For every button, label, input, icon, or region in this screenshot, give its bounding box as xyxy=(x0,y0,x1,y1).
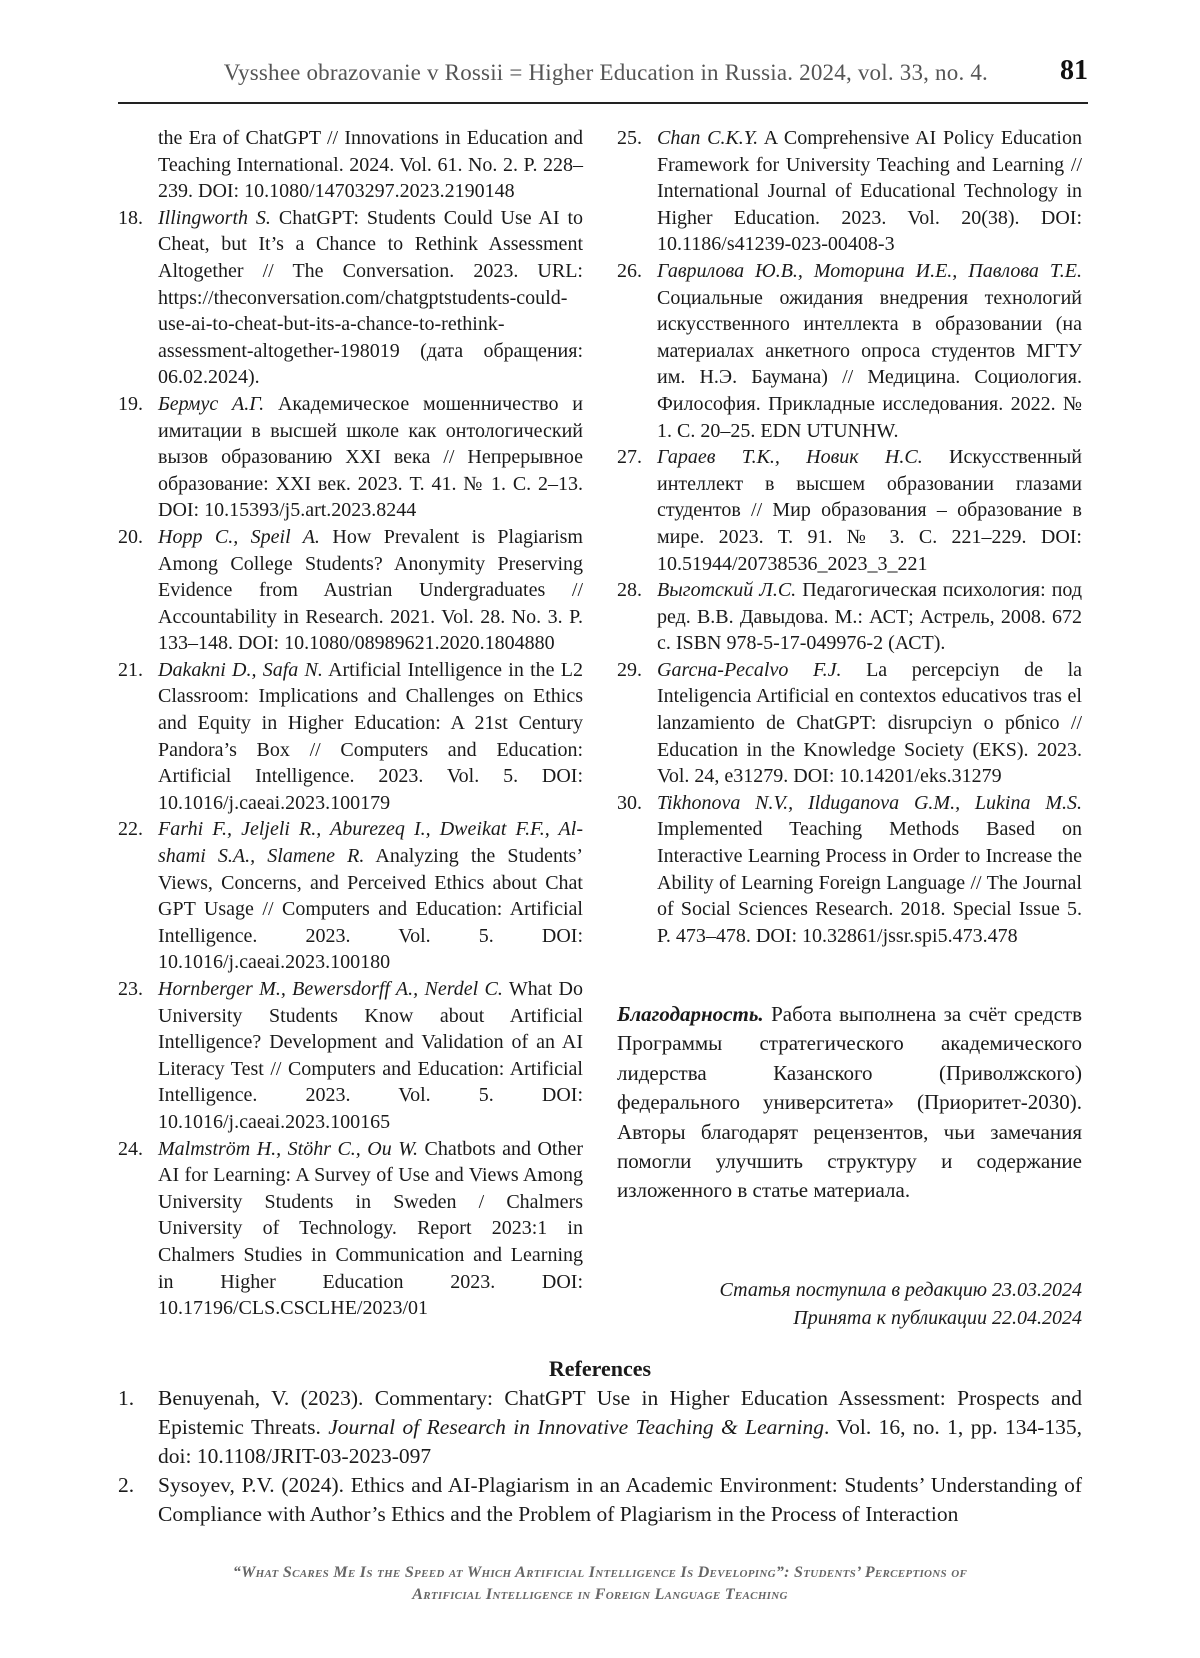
footer-title-line1: “What Scares Me Is the Speed at Which Artificial Intelligence Is Developing”: Students’ Perceptions of xyxy=(232,1564,968,1581)
reference-item: 24. Malmström H., Stöhr C., Ou W. Chatbots and Other AI for Learning: A Survey of Use and Views Among University Students in Sweden / Chalmers University of Technology. Report 2023:1 in Chalmers Studies in Communication and Learning in Higher Education 2023. DOI: 10.17196/CLS.CSCLHE/2023/01 xyxy=(118,1137,584,1320)
reference-item: 23. Hornberger M., Bewersdorff A., Nerdel C. What Do University Students Know about Artificial Intelligence? Development and Validation of an AI Literacy Test // Computers and Education: Artificial Intelligence. 2023. Vol. 5. DOI: 10.1016/j.caeai.2023.100165 xyxy=(118,978,583,1133)
reference-item: 22. Farhi F., Jeljeli R., Aburezeq I., Dweikat F.F., Al-shami S.A., Slamene R. Analyzing the Students’ Views, Concerns, and Perceived Ethics about Chat GPT Usage // Computers and Education: Artificial Intelligence. 2023. Vol. 5. DOI: 10.1016/j.caeai.2023.100180 xyxy=(118,818,583,974)
references-heading: References xyxy=(548,1356,652,1381)
acknowledgment-label: Благодарность. xyxy=(617,1002,764,1026)
reference-item: 21. Dakakni D., Safa N. Artificial Intelligence in the L2 Classroom: Implications and Challenges on Ethics and Equity in Higher Education: A 21st Century Pandora’s Box // Computers and Education: Artificial Intelligence. 2023. Vol. 5. DOI: 10.1016/j.caeai.2023.100179 xyxy=(118,658,584,814)
reference-item: 18. Illingworth S. ChatGPT: Students Could Use AI to Cheat, but It’s a Chance to Rethink Assessment Altogether // The Conversation. 2023. URL: https://theconversation.com/chatgptstudents-could-use-ai-to-cheat-but-its-a-chance-to-rethink-assessment-altogether-198019 (дата обращения: 06.02.2024). xyxy=(118,206,584,389)
reference-item: 27. Гараев Т.К., Новик Н.С. Искусственный интеллект в высшем образовании глазами студентов // Мир образования – образование в мире. 2023. Т. 91. № 3. С. 221–229. DOI: 10.51944/20738536_2023_3_221 xyxy=(617,446,1082,575)
submission-dates xyxy=(482,1276,1082,1332)
running-header xyxy=(118,55,1088,104)
reference-item: 29. Garcнa-Peсalvo F.J. La percepciуn de la Inteligencia Artificial en contextos educativos tras el lanzamiento de ChatGPT: disrupciуn o pбnico // Education in the Knowledge Society (EKS). 2023. Vol. 24, e31279. DOI: 10.14201/eks.31279 xyxy=(617,658,1082,788)
reference-item: the Era of ChatGPT // Innovations in Education and Teaching International. 2024. Vol. 61. No. 2. P. 228–239. DOI: 10.1080/14703297.2023.2190148 xyxy=(158,127,583,203)
reference-item: 30. Tikhonova N.V., Ilduganova G.M., Lukina M.S. Implemented Teaching Methods Based on Interactive Learning Process in Order to Increase the Ability of Learning Foreign Language // The Journal of Social Sciences Research. 2018. Special Issue 5. P. 473–478. DOI: 10.32861/jssr.spi5.473.478 xyxy=(617,791,1082,947)
reference-item: 26. Гаврилова Ю.В., Моторина И.Е., Павлова Т.Е. Социальные ожидания внедрения технологий искусственного интеллекта в образовании (на материалах анкетного опроса студентов МГТУ им. Н.Э. Баумана) // Медицина. Социология. Философия. Прикладные исследования. 2022. № 1. С. 20–25. EDN UTUNHW. xyxy=(617,259,1082,442)
running-footer xyxy=(0,1562,1200,1606)
references-list xyxy=(118,1384,1082,1529)
reference-item: 19. Бермус А.Г. Академическое мошенничество и имитации в высшей школе как онтологический вызов образованию XXI века // Непрерывное образование: XXI век. 2023. Т. 41. № 1. С. 2–13. DOI: 10.15393/j5.art.2023.8244 xyxy=(118,392,583,522)
received-date: Статья поступила в редакцию 23.03.2024 xyxy=(719,1279,1082,1301)
reference-column-left xyxy=(118,125,583,1322)
reference-item: 28. Выготский Л.С. Педагогическая психология: под ред. В.В. Давыдова. М.: АСТ; Астрель, 2008. 672 с. ISBN 978-5-17-049976-2 (АСТ). xyxy=(617,579,1083,655)
reference-item: 25. Chan C.K.Y. A Comprehensive AI Policy Education Framework for University Teaching and Learning // International Journal of Educational Technology in Higher Education. 2023. Vol. 20(38). DOI: 10.1186/s41239-023-00408-3 xyxy=(617,127,1082,256)
reference-column-right xyxy=(617,125,1082,949)
reference-item: 20. Hopp C., Speil A. How Prevalent is Plagiarism Among College Students? Anonymity Preserving Evidence from Austrian Undergraduates // Accountability in Research. 2021. Vol. 28. No. 3. P. 133–148. DOI: 10.1080/08989621.2020.1804880 xyxy=(118,525,583,655)
footer-title-line2: Artificial Intelligence in Foreign Language Teaching xyxy=(412,1586,788,1603)
reference-item: 2. Sysoyev, P.V. (2024). Ethics and AI-Plagiarism in an Academic Environment: Students’ Understanding of Compliance with Author’s Ethics and the Problem of Plagiarism in the Process of Interaction xyxy=(118,1473,1082,1526)
acknowledgment-text: Работа выполнена за счёт средств Программы стратегического академического лидерства Казанского (Приволжского) федерального университета» (Приоритет-2030). Авторы благодарят рецензентов, чьи замечания помогли улучшить структуру и содержание изложенного в статье материала. xyxy=(617,1002,1082,1203)
page-number: 81 xyxy=(1060,55,1088,86)
reference-item: 1. Benuyenah, V. (2023). Commentary: ChatGPT Use in Higher Education Assessment: Prospects and Epistemic Threats. Journal of Research in Innovative Teaching & Learning. Vol. 16, no. 1, pp. 134-135, doi: 10.1108/JRIT-03-2023-097 xyxy=(118,1386,1083,1468)
acknowledgment xyxy=(617,1000,1082,1206)
journal-title: Vysshee obrazovanie v Rossii = Higher Education in Russia. 2024, vol. 33, no. 4. xyxy=(223,60,988,85)
accepted-date: Принята к публикации 22.04.2024 xyxy=(793,1307,1082,1329)
